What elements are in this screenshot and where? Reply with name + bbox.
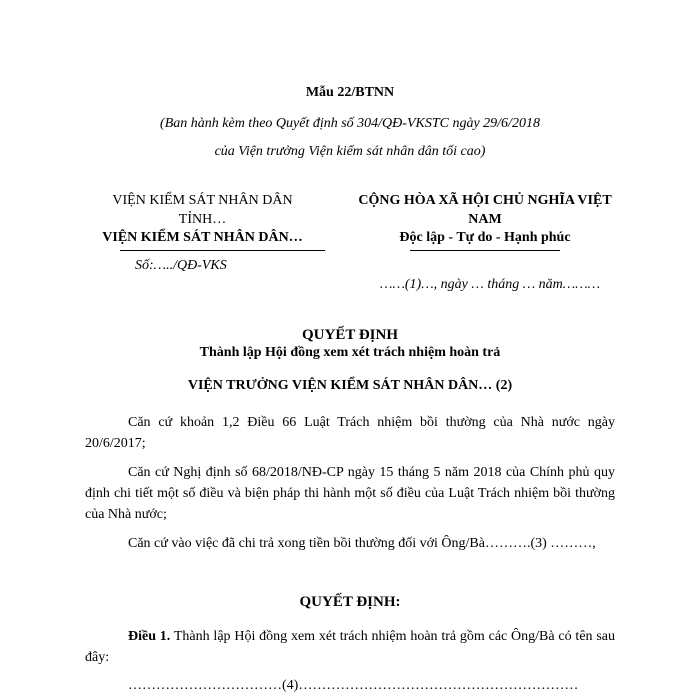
issued-note-line1: (Ban hành kèm theo Quyết định số 304/QĐ-VKSTC ngày 29/6/2018 [160, 116, 540, 131]
national-title-line1: CỘNG HÒA XÃ HỘI CHỦ NGHĨA VIỆT [358, 193, 612, 208]
article-1 [85, 626, 615, 668]
member-fill-line: ……………………………(4)…………………………………………………… [128, 678, 579, 693]
document-number: Số:…../QĐ-VKS [135, 258, 227, 273]
legal-basis-3: Căn cứ vào việc đã chi trả xong tiền bồi thường đối với Ông/Bà……….(3) ………, [128, 536, 596, 551]
legal-basis-1: Căn cứ khoản 1,2 Điều 66 Luật Trách nhiệm bồi thường của Nhà nước ngày 20/6/2017; [85, 415, 615, 451]
decides-heading: QUYẾT ĐỊNH: [299, 594, 401, 610]
agency-line1: VIỆN KIỂM SÁT NHÂN DÂN [112, 193, 293, 208]
legal-basis-2: Căn cứ Nghị định số 68/2018/NĐ-CP ngày 15 tháng 5 năm 2018 của Chính phủ quy định chi tiết một số điều và biện pháp thi hành một số điều của Luật Trách nhiệm bồi thường của Nhà nước; [85, 465, 615, 522]
decision-authority: VIỆN TRƯỞNG VIỆN KIỂM SÁT NHÂN DÂN… (2) [187, 378, 513, 393]
agency-line2: TỈNH… [178, 212, 227, 227]
article-1-text: Thành lập Hội đồng xem xét trách nhiệm hoàn trả gồm các Ông/Bà có tên sau đây: [85, 629, 616, 665]
decision-subtitle: Thành lập Hội đồng xem xét trách nhiệm hoàn trả [199, 345, 501, 360]
national-motto: Độc lập - Tự do - Hạnh phúc [399, 230, 571, 245]
article-1-label: Điều 1. [128, 629, 171, 644]
issued-note-line2: của Viện trưởng Viện kiểm sát nhân dân tối cao) [214, 144, 486, 159]
agency-name: VIỆN KIỂM SÁT NHÂN DÂN… [102, 230, 303, 245]
decision-title: QUYẾT ĐỊNH [302, 327, 398, 343]
form-number: Mẫu 22/BTNN [305, 85, 395, 100]
agency-underline [120, 250, 325, 251]
national-title-line2: NAM [468, 212, 502, 227]
motto-underline [410, 250, 560, 251]
place-date-line: ……(1)…, ngày … tháng … năm……… [380, 277, 601, 292]
